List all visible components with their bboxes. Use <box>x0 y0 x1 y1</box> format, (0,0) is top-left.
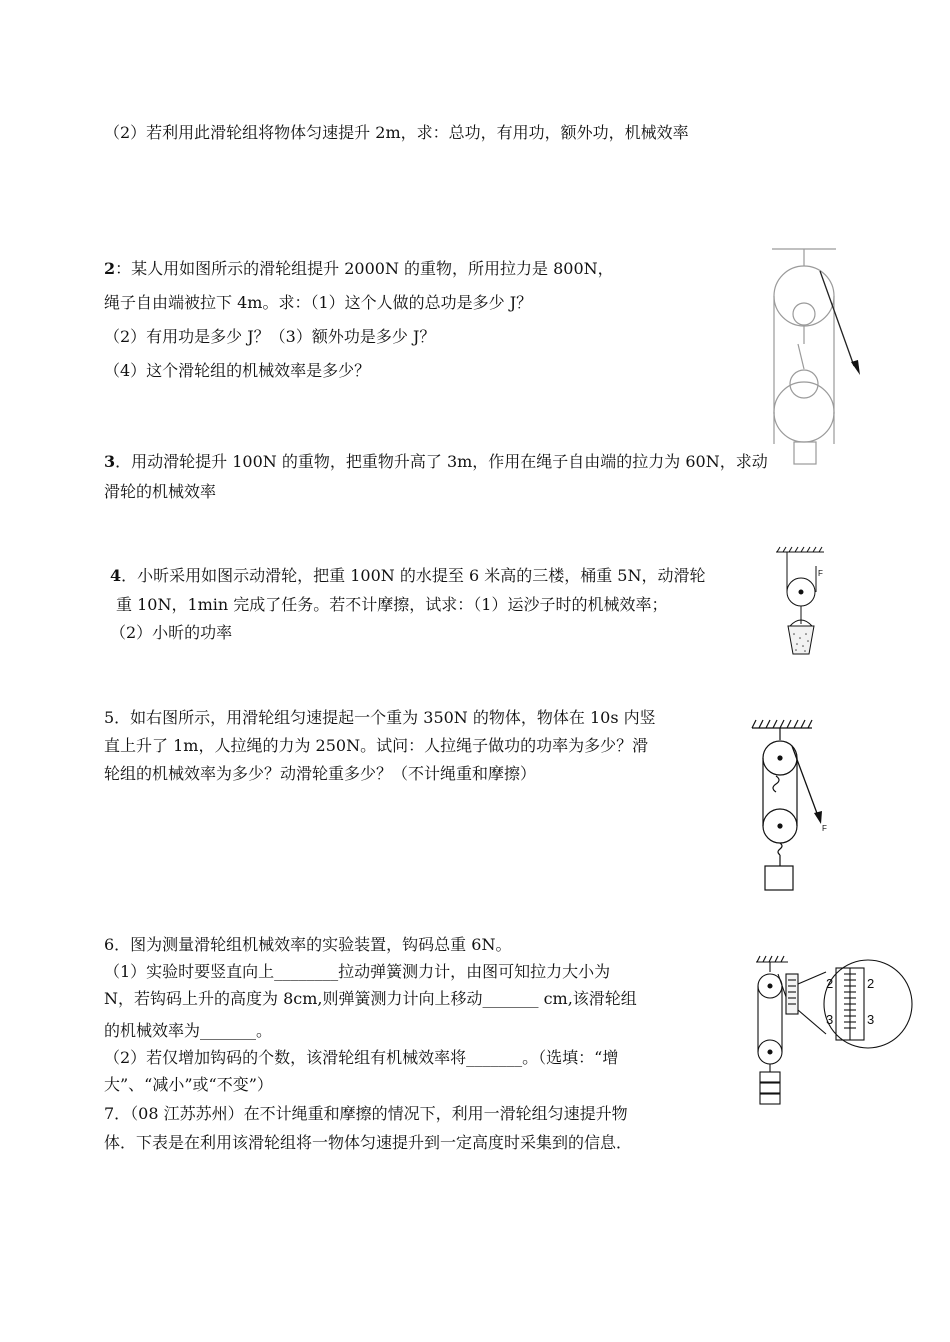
q7-line1: 7．（08 江苏苏州）在不计绳重和摩擦的情况下，利用一滑轮组匀速提升物 <box>104 1104 628 1123</box>
q2-line1-text: ：某人用如图所示的滑轮组提升 2000N 的重物，所用拉力是 800N， <box>115 259 614 278</box>
q5-force-label: F <box>822 824 827 833</box>
q4-line3: （2）小昕的功率 <box>110 623 233 642</box>
q3-line2: 滑轮的机械效率 <box>104 482 217 501</box>
q7-line2: 体．下表是在利用该滑轮组将一物体匀速提升到一定高度时采集到的信息． <box>104 1133 633 1152</box>
q1-part2-text: （2）若利用此滑轮组将物体匀速提升 2m，求：总功，有用功，额外功，机械效率 <box>104 123 689 142</box>
q2-line2: 绳子自由端被拉下 4m。求：（1）这个人做的总功是多少 J？ <box>104 293 533 312</box>
q6-scale-label-right-bottom: 3 <box>867 1012 875 1027</box>
q3-number: 3 <box>104 452 116 471</box>
q6-scale-label-right-top: 2 <box>867 976 875 991</box>
q4-line1 <box>110 565 705 587</box>
q2-pulley-figure <box>760 244 870 472</box>
q6-apparatus-figure <box>748 954 916 1114</box>
q6-line5: （2）若仅增加钩码的个数，该滑轮组有机械效率将_______。（选填：“增 <box>104 1048 619 1067</box>
q3-line1-text: ．用动滑轮提升 100N 的重物，把重物升高了 3m，作用在绳子自由端的拉力为 60N，求动 <box>115 452 768 471</box>
q4-number: 4 <box>110 566 122 585</box>
q2-line1 <box>104 258 614 280</box>
q6-scale-label-left-bottom: 3 <box>826 1012 834 1027</box>
q6-line3: N，若钩码上升的高度为 8cm,则弹簧测力计向上移动_______ cm,该滑轮组 <box>104 989 637 1008</box>
q5-line1: 5．如右图所示，用滑轮组匀速提起一个重为 350N 的物体，物体在 10s 内竖 <box>104 708 656 727</box>
q5-line2: 直上升了 1m，人拉绳的力为 250N。试问：人拉绳子做功的功率为多少？滑 <box>104 736 649 755</box>
q4-line2: 重 10N，1min 完成了任务。若不计摩擦，试求：（1）运沙子时的机械效率； <box>116 595 668 614</box>
q4-force-label: F <box>818 569 823 578</box>
q4-pulley-figure <box>772 546 834 662</box>
q6-line4: 的机械效率为_______。 <box>104 1021 273 1040</box>
q2-line4: （4）这个滑轮组的机械效率是多少？ <box>104 361 371 380</box>
q6-line6: 大”、“减小”或“不变”） <box>104 1075 273 1094</box>
q5-pulley-figure <box>746 716 836 896</box>
q2-number: 2 <box>104 259 116 278</box>
q5-line3: 轮组的机械效率为多少？动滑轮重多少？（不计绳重和摩擦） <box>104 764 537 783</box>
q6-scale-label-left-top: 2 <box>826 976 834 991</box>
q2-line3: （2）有用功是多少 J？（3）额外功是多少 J？ <box>104 327 436 346</box>
q3-line1 <box>104 451 768 473</box>
q6-line2: （1）实验时要竖直向上________拉动弹簧测力计，由图可知拉力大小为 <box>104 962 611 981</box>
q6-line1: 6．图为测量滑轮组机械效率的实验装置，钩码总重 6N。 <box>104 935 512 954</box>
q4-line1-text: ．小昕采用如图示动滑轮，把重 100N 的水提至 6 米高的三楼，桶重 5N，动滑轮 <box>121 566 706 585</box>
